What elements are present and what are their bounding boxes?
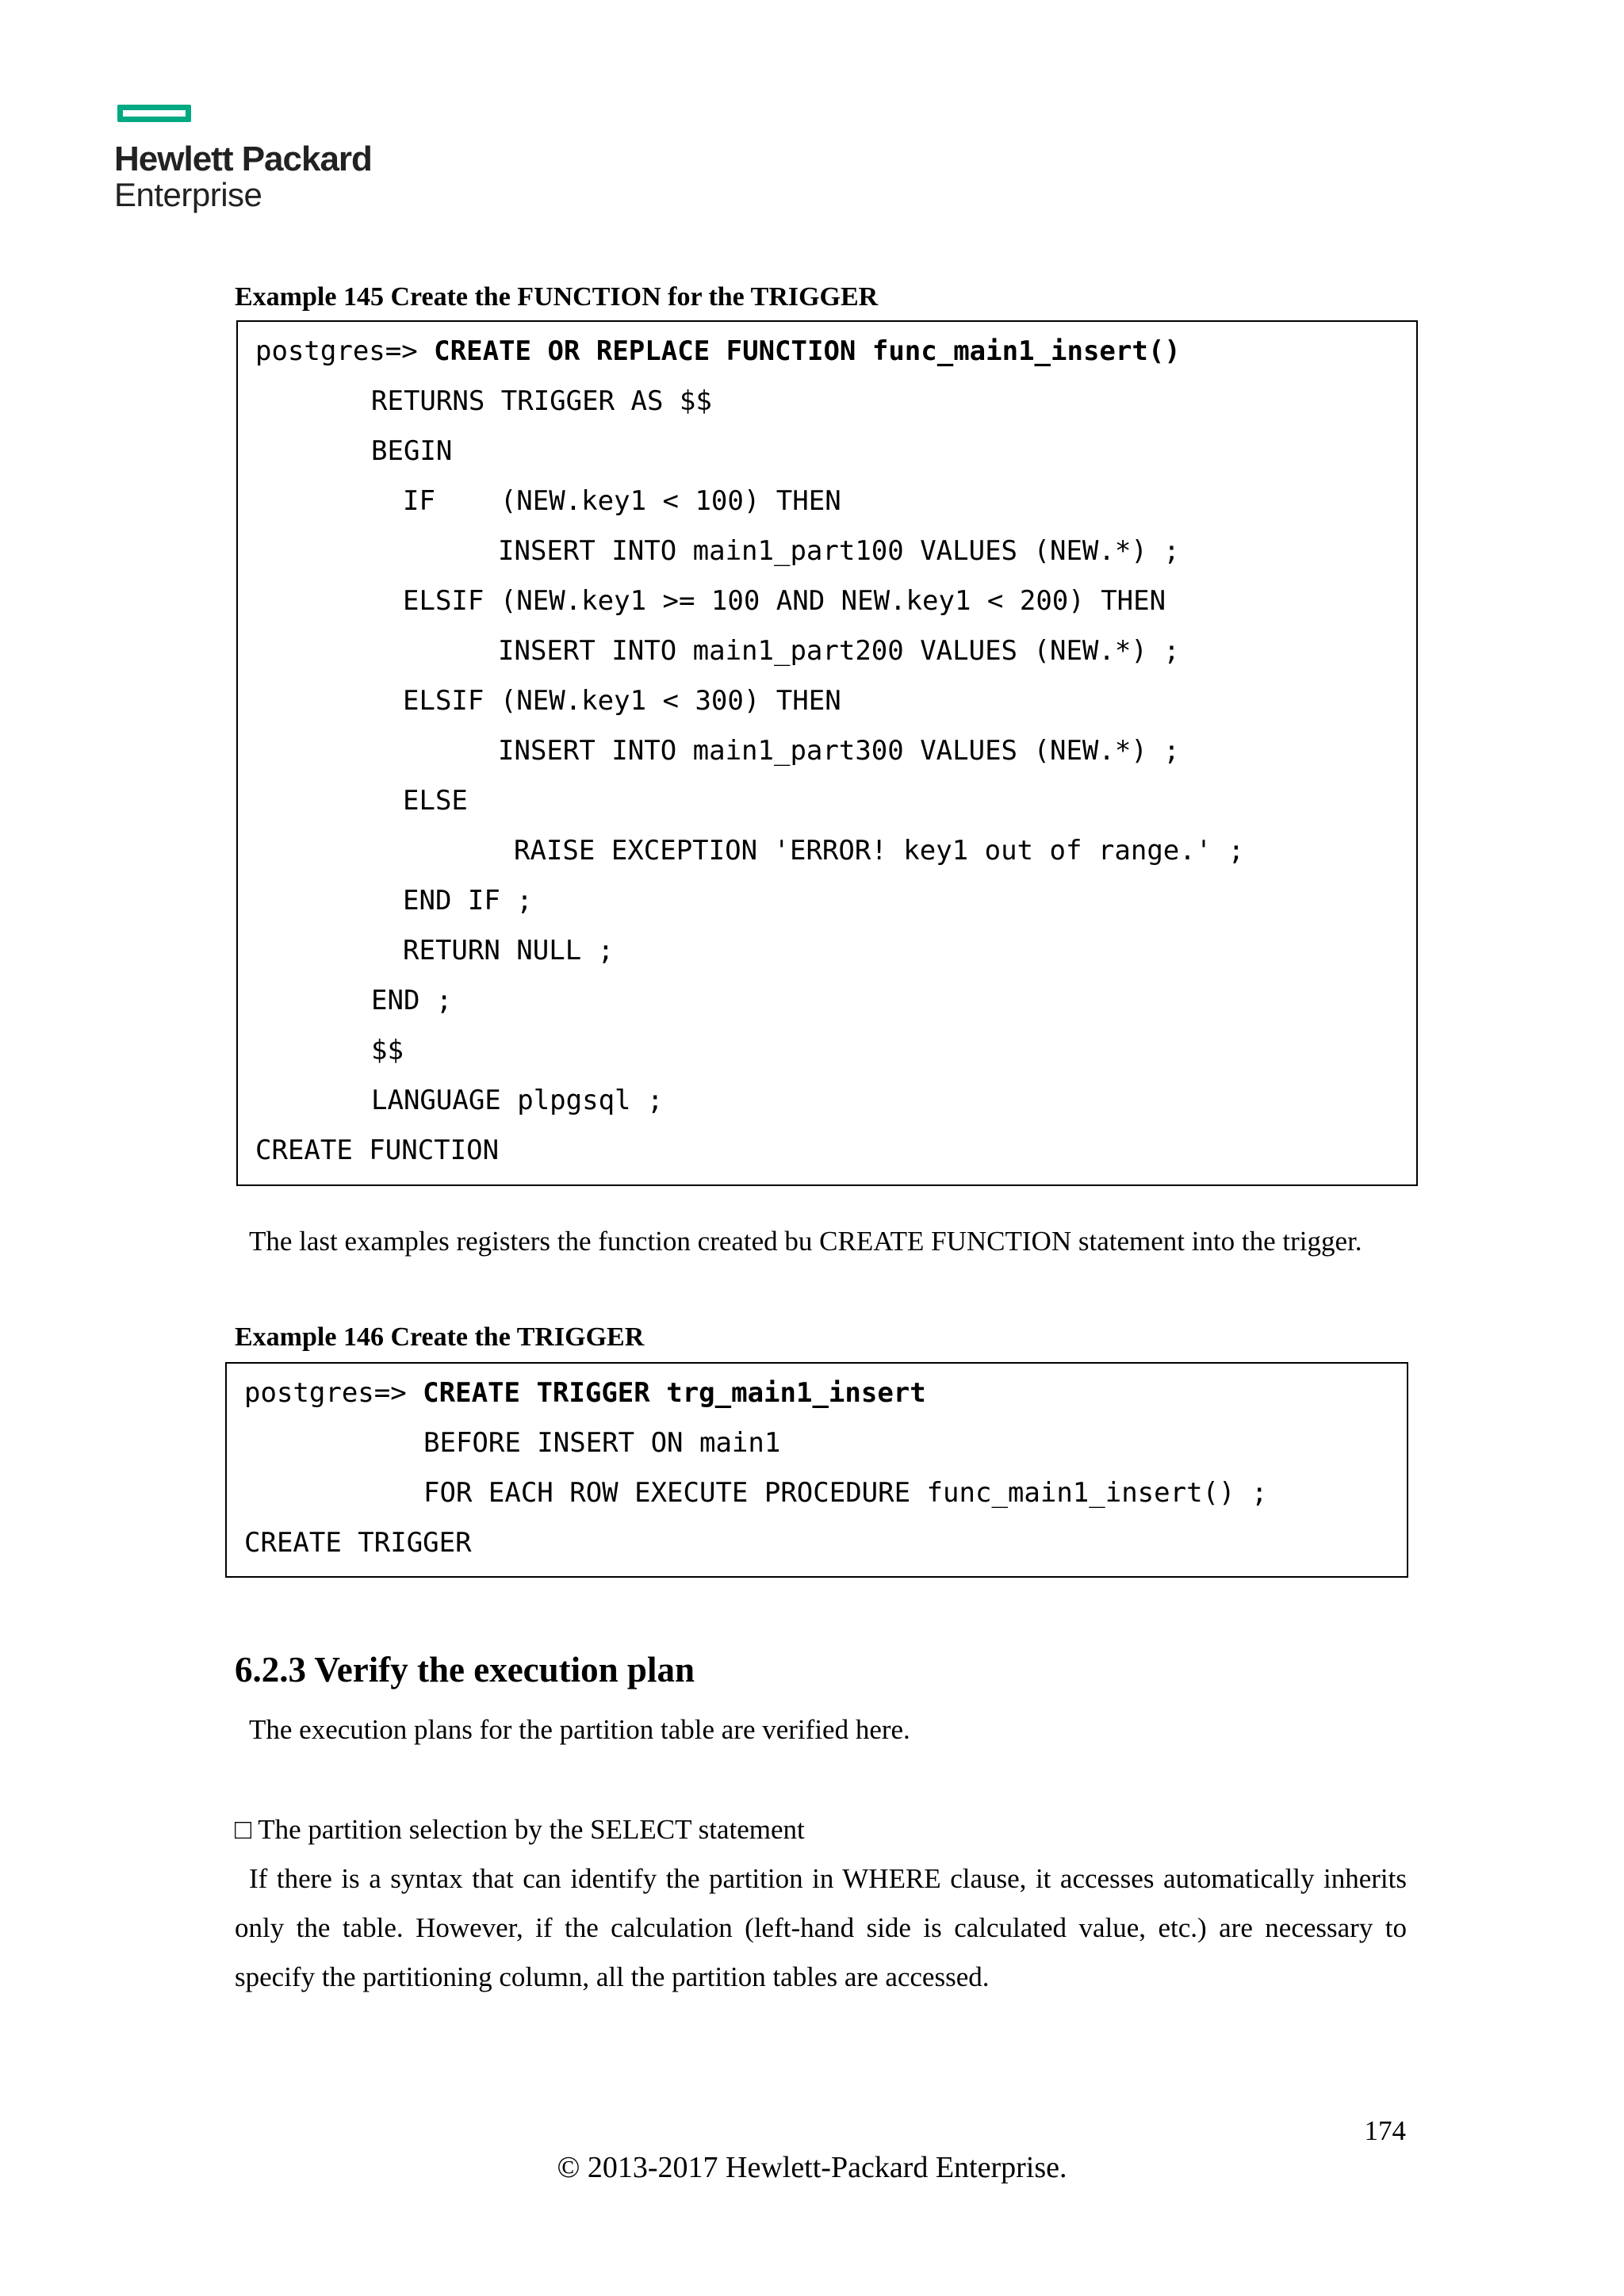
code-line bbox=[255, 335, 1181, 367]
code-text: CREATE TRIGGER trg_main1_insert bbox=[423, 1377, 926, 1409]
logo-text-line2: Enterprise bbox=[114, 176, 262, 213]
section-intro: The execution plans for the partition table are verified here. bbox=[249, 1714, 910, 1745]
code-line: IF (NEW.key1 < 100) THEN bbox=[403, 485, 841, 517]
example-146-code-box bbox=[225, 1362, 1408, 1578]
body-line-3: specify the partitioning column, all the partition tables are accessed. bbox=[235, 1961, 990, 1992]
code-line: END IF ; bbox=[403, 885, 533, 916]
body-line-2: only the table. However, if the calculation (left-hand side is calculated value, etc.) are necessary to bbox=[235, 1912, 1407, 1943]
code-line bbox=[244, 1377, 926, 1409]
code-line: BEGIN bbox=[371, 435, 453, 467]
code-line: LANGUAGE plpgsql ; bbox=[371, 1085, 664, 1116]
page-number: 174 bbox=[1364, 2115, 1406, 2146]
explanation-paragraph: The last examples registers the function created bu CREATE FUNCTION statement into the trigger. bbox=[249, 1226, 1362, 1257]
code-line: RETURN NULL ; bbox=[403, 935, 615, 966]
code-output: CREATE TRIGGER bbox=[244, 1527, 472, 1559]
code-output: CREATE FUNCTION bbox=[255, 1135, 500, 1166]
code-line: $$ bbox=[371, 1035, 404, 1066]
copyright-footer: © 2013-2017 Hewlett-Packard Enterprise. bbox=[557, 2151, 1067, 2184]
section-heading: 6.2.3 Verify the execution plan bbox=[235, 1650, 695, 1689]
code-line: INSERT INTO main1_part300 VALUES (NEW.*) ; bbox=[498, 735, 1180, 767]
code-text: CREATE OR REPLACE FUNCTION func_main1_insert() bbox=[434, 335, 1181, 367]
code-line: ELSIF (NEW.key1 >= 100 AND NEW.key1 < 200) THEN bbox=[403, 585, 1166, 617]
example-145-code-box bbox=[236, 320, 1418, 1186]
body-line-1: If there is a syntax that can identify the partition in WHERE clause, it accesses automatically inherits bbox=[249, 1863, 1407, 1894]
code-line: ELSIF (NEW.key1 < 300) THEN bbox=[403, 685, 841, 717]
code-line: BEFORE INSERT ON main1 bbox=[423, 1427, 781, 1459]
code-line: FOR EACH ROW EXECUTE PROCEDURE func_main1_insert() ; bbox=[423, 1477, 1268, 1509]
code-line: ELSE bbox=[403, 785, 468, 817]
code-prompt: postgres=> bbox=[255, 335, 435, 367]
example-146-caption: Example 146 Create the TRIGGER bbox=[235, 1322, 645, 1352]
example-145-caption: Example 145 Create the FUNCTION for the TRIGGER bbox=[235, 282, 879, 312]
code-line: RAISE EXCEPTION 'ERROR! key1 out of range.' ; bbox=[514, 835, 1245, 867]
bullet-item: □ The partition selection by the SELECT statement bbox=[235, 1814, 805, 1845]
code-line: RETURNS TRIGGER AS $$ bbox=[371, 385, 712, 417]
code-line: END ; bbox=[371, 985, 453, 1016]
code-prompt: postgres=> bbox=[244, 1377, 423, 1409]
hpe-logo-mark bbox=[117, 105, 191, 122]
code-line: INSERT INTO main1_part100 VALUES (NEW.*) ; bbox=[498, 535, 1180, 567]
code-line: INSERT INTO main1_part200 VALUES (NEW.*) ; bbox=[498, 635, 1180, 667]
logo-text-line1: Hewlett Packard bbox=[114, 140, 372, 178]
